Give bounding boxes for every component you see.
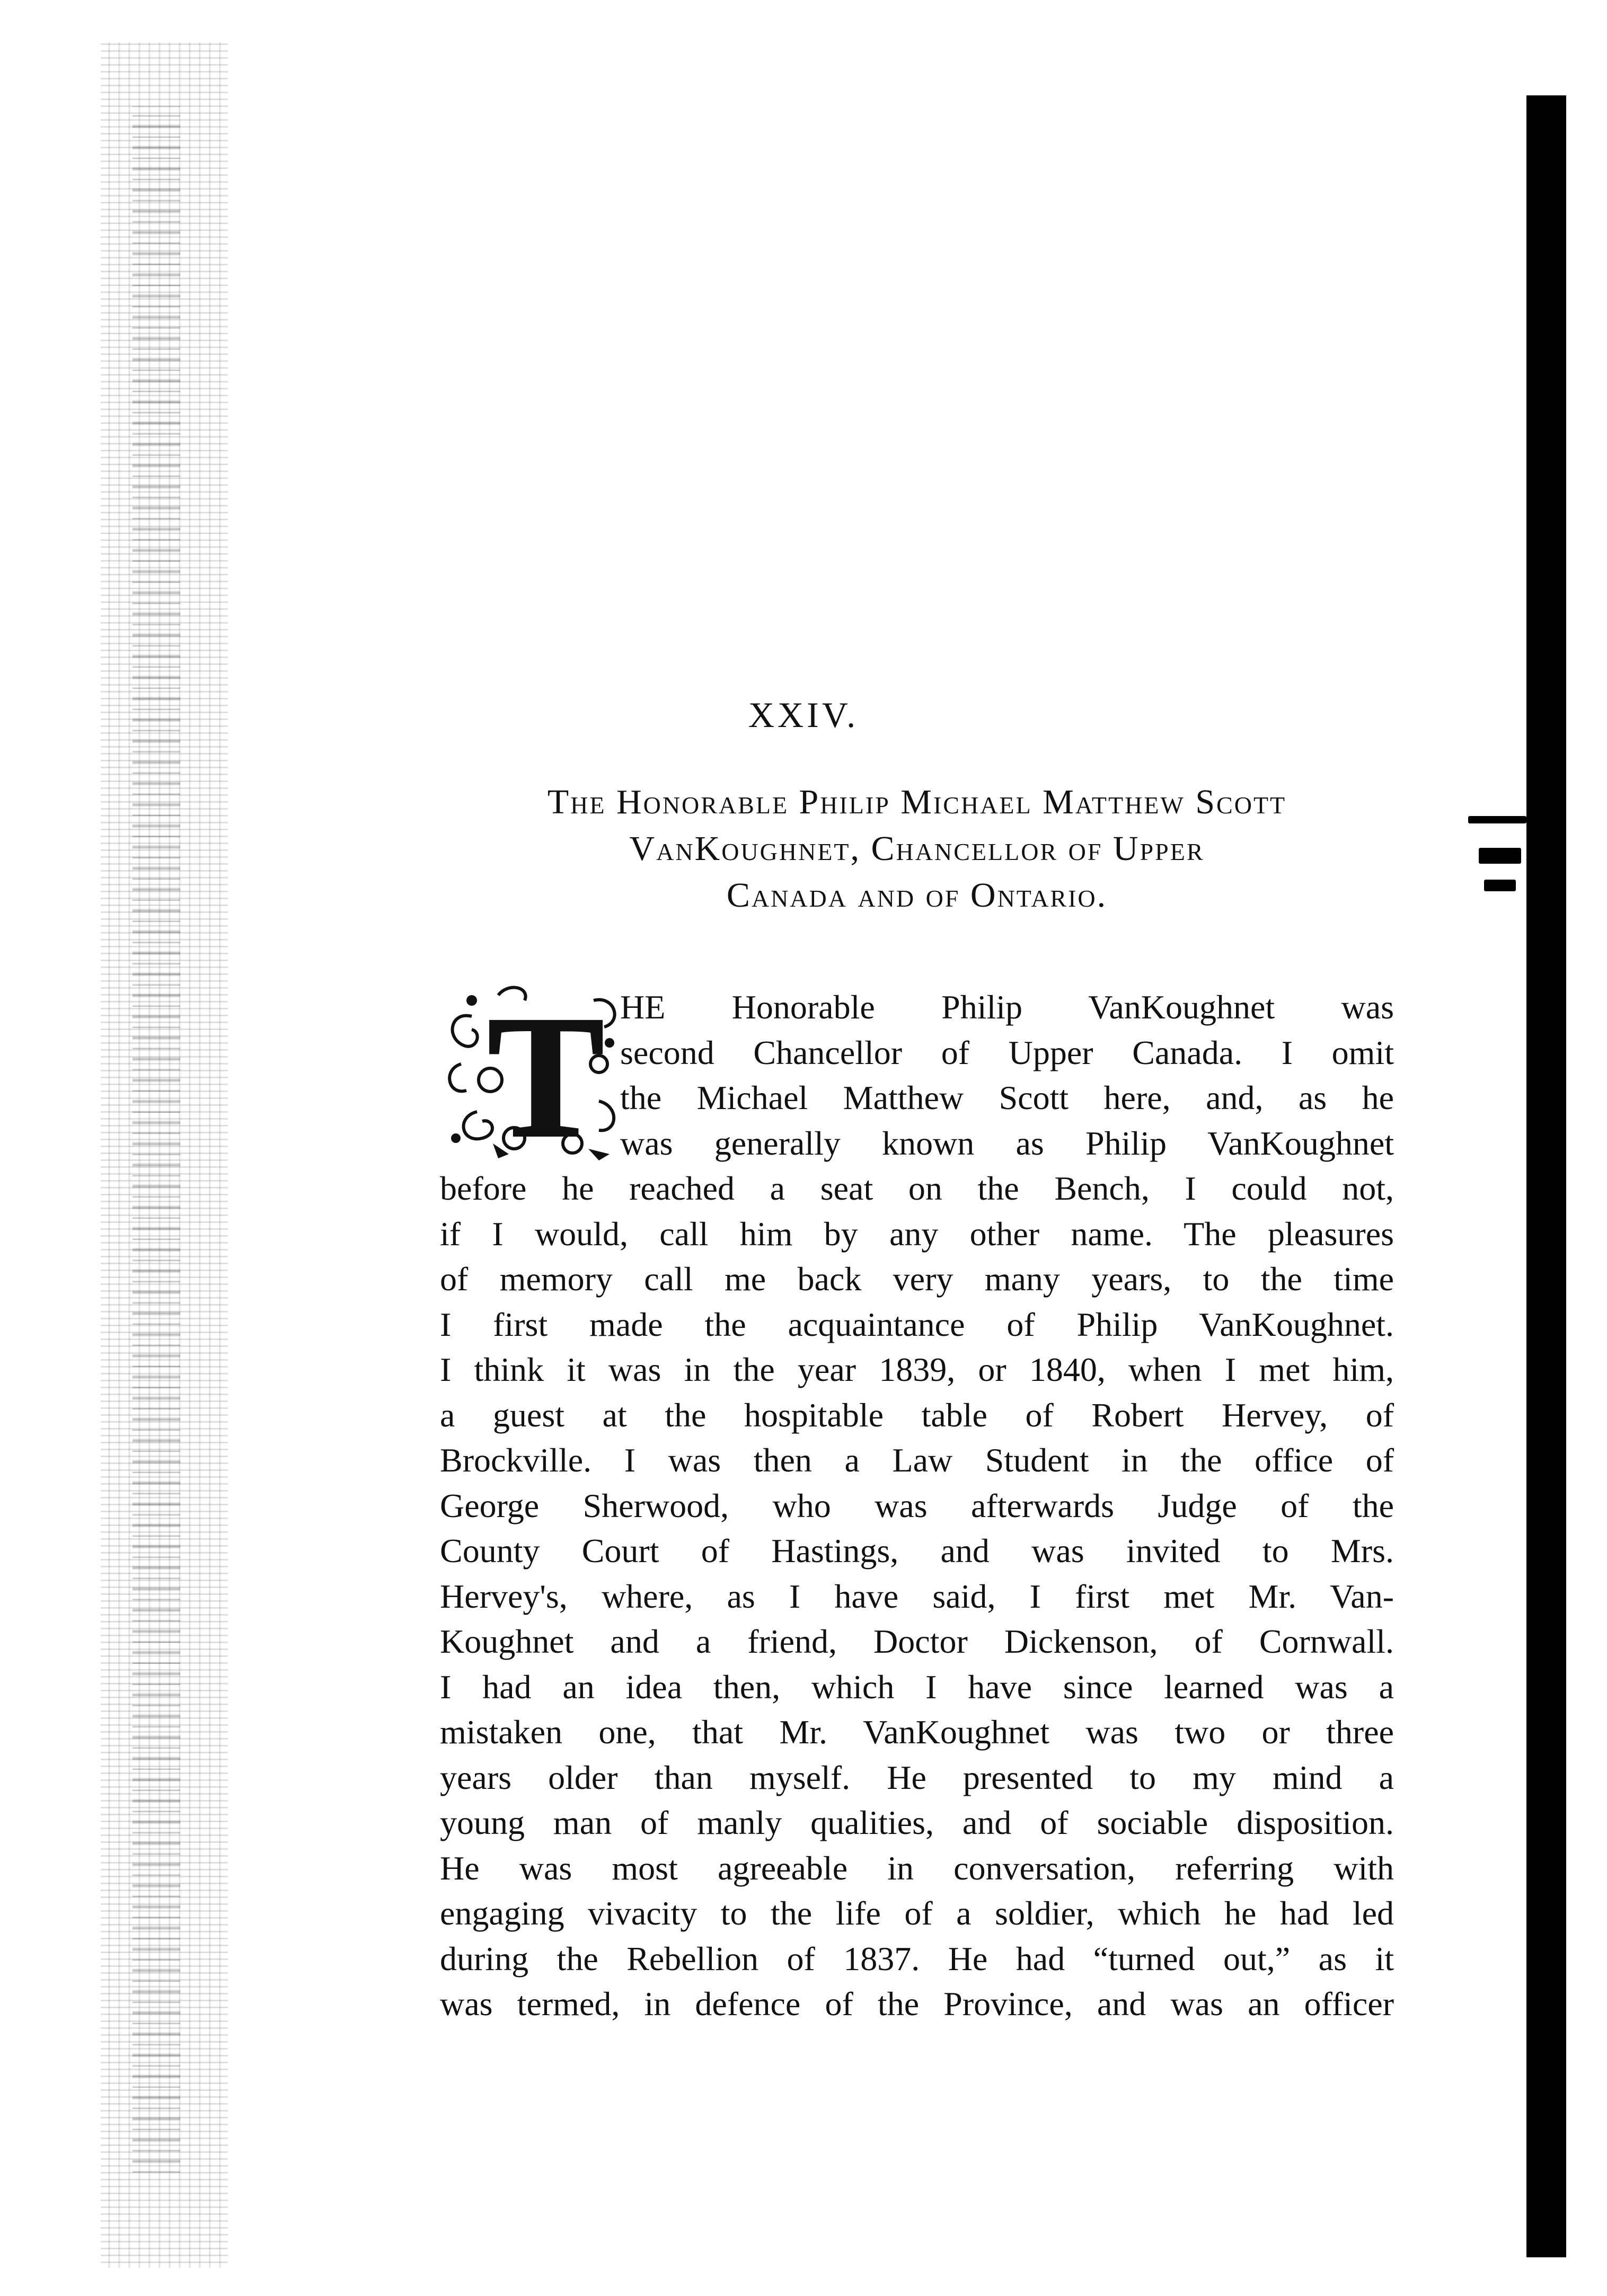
text-line: Koughnet and a friend, Doctor Dickenson, of Cornwall. [440, 1623, 1394, 1660]
drop-cap-letter: T [487, 980, 605, 1160]
text-line: young man of manly qualities, and of sociable disposition. [440, 1804, 1394, 1841]
text-line: He was most agreeable in conversation, referring with [440, 1849, 1394, 1887]
scan-mark [1479, 848, 1521, 864]
text-line: during the Rebellion of 1837. He had “turned out,” as it [440, 1939, 1394, 1978]
text-line: was generally known as Philip VanKoughnet [620, 1124, 1394, 1162]
text-line: I first made the acquaintance of Philip VanKoughnet. [440, 1305, 1394, 1343]
text-line: a guest at the hospitable table of Robert Hervey, of [440, 1396, 1394, 1434]
chapter-title-line: VanKoughnet, Chancellor of Upper [629, 829, 1205, 868]
text-line: years older than myself. He presented to my mind a [440, 1758, 1394, 1796]
binding-shadow [133, 106, 180, 2173]
chapter-title-line: Canada and of Ontario. [726, 876, 1108, 915]
body-text [440, 985, 1394, 2027]
text-line: Brockville. I was then a Law Student in the office of [440, 1441, 1394, 1479]
text-line: Hervey's, where, as I have said, I first met Mr. Van- [440, 1577, 1394, 1615]
chapter-title-line: The Honorable Philip Michael Matthew Scott [547, 783, 1287, 821]
text-line: before he reached a seat on the Bench, I could not, [440, 1169, 1394, 1207]
scan-mark [1484, 880, 1516, 891]
text-line: if I would, call him by any other name. The pleasures [440, 1215, 1394, 1253]
text-line: County Court of Hastings, and was invited to Mrs. [440, 1532, 1394, 1570]
text-line: of memory call me back very many years, to the time [440, 1260, 1394, 1298]
text-line: was termed, in defence of the Province, and was an officer [440, 1985, 1394, 2023]
chapter-number: XXIV. [748, 695, 859, 735]
text-line: mistaken one, that Mr. VanKoughnet was two or three [440, 1713, 1394, 1751]
text-line: George Sherwood, who was afterwards Judge of the [440, 1486, 1394, 1524]
chapter-title [413, 779, 1420, 919]
text-line: second Chancellor of Upper Canada. I omit [620, 1033, 1394, 1071]
text-line: I had an idea then, which I have since learned was a [440, 1668, 1394, 1706]
scan-edge-bar [1526, 95, 1566, 2257]
text-line: the Michael Matthew Scott here, and, as he [620, 1079, 1394, 1116]
scan-mark [1468, 816, 1526, 823]
text-line: engaging vivacity to the life of a soldier, which he had led [440, 1894, 1394, 1932]
text-line: I think it was in the year 1839, or 1840, when I met him, [440, 1351, 1394, 1388]
text-line: HE Honorable Philip VanKoughnet was [620, 988, 1394, 1026]
